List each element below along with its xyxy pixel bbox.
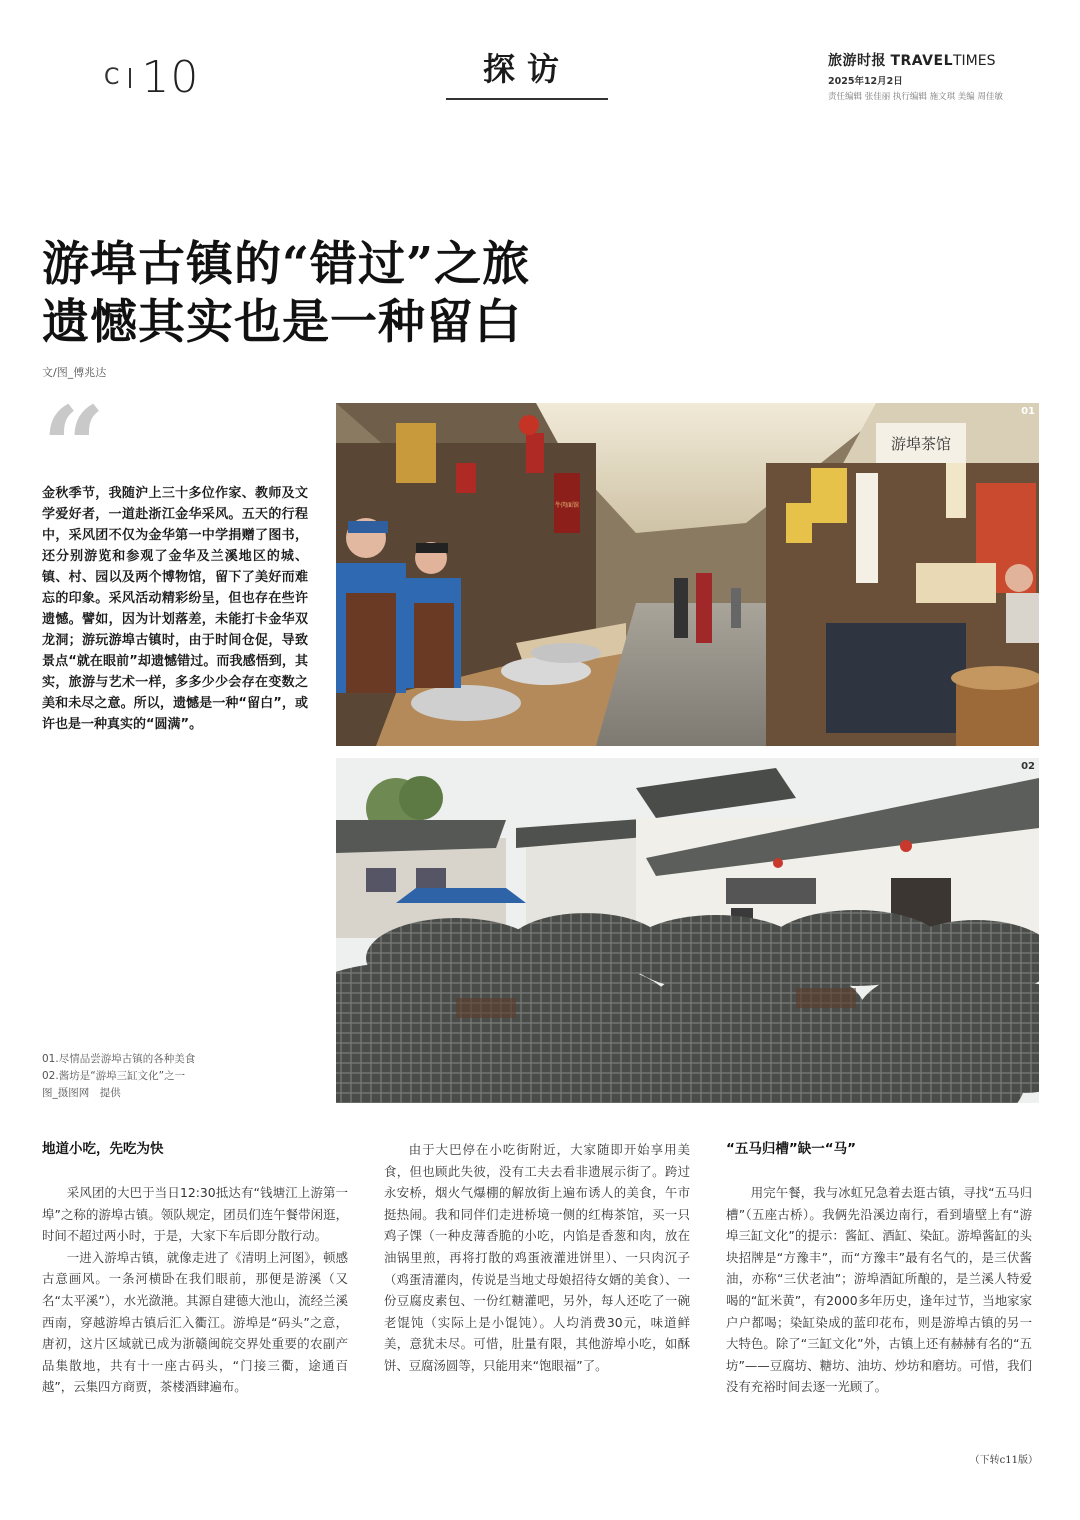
caption-2: 02.酱坊是“游埠三缸文化”之一: [42, 1070, 186, 1082]
photo-sauce-jars: [336, 758, 1039, 1103]
intro-paragraph: 金秋季节，我随沪上三十多位作家、教师及文学爱好者，一道赴浙江金华采风。五天的行程中，采风团不仅为金华第一中学捐赠了图书，还分别游览和参观了金华及兰溪地区的城、镇、村、园以及两个博物馆，留下了美好而难忘的印象。采风活动精彩纷呈，但也存在些许遗憾。譬如，因为计划落差，未能打卡金华双龙洞；游玩游埠古镇时，由于时间仓促，导致景点“就在眼前”却遗憾错过。而我感悟到，其实，旅游与艺术一样，多多少少会存在变数之美和未尽之意。所以，遗憾是一种“留白”，或许也是一种真实的“圆满”。: [42, 486, 308, 732]
sign-teahouse: 游埠茶馆: [890, 435, 952, 453]
section-title: 探访: [482, 50, 571, 88]
caption-1: 01.尽情品尝游埠古镇的各种美食: [42, 1053, 196, 1065]
body-column-2: [384, 1139, 690, 1377]
col2-paragraph-1: 由于大巴停在小吃街附近，大家随即开始享用美食，但也顾此失彼，没有工夫去看非遗展示街了。跨过永安桥，烟火气爆棚的解放街上遍布诱人的美食，午市挺热闹。我和同伴们走进桥境一侧的红梅茶馆，买一只鸡子馃（一种皮薄香脆的小吃，内馅是香葱和肉，放在油锅里煎，再将打散的鸡蛋液灌进饼里）、一只肉沉子（鸡蛋清灌肉，传说是当地丈母娘招待女婿的美食）、一份豆腐皮素包、一份红糖灌吧，另外，每人还吃了一碗老馄饨（实际上是小馄饨）。人均消费30元，味道鲜美，意犹未尽。可惜，肚量有限，其他游埠小吃，如酥饼、豆腐汤圆等，只能用来“饱眼福”了。: [384, 1142, 690, 1373]
editors-credit: 责任编辑 张佳丽 执行编辑 施文琪 美编 周佳敏: [828, 92, 1004, 102]
col1-paragraph-2: 一进入游埠古镇，就像走进了《清明上河图》，顿感古意画风。一条河横卧在我们眼前，那便是游溪（又名“太平溪”），水光潋滟。其源自建德大池山，流经兰溪西南，穿越游埠古镇后汇入衢江。游埠是“码头”之意，唐初，这片区域就已成为浙赣闽皖交界处重要的农副产品集散地，共有十一座古码头，“门接三衢，途通百越”，云集四方商贾，茶楼酒肆遍布。: [42, 1249, 348, 1395]
col1-heading: 地道小吃，先吃为快: [42, 1141, 164, 1157]
photo2-number: 02: [1021, 761, 1035, 772]
sign-noodle: 牛肉面馆: [554, 502, 580, 509]
masthead-logo: [828, 50, 1048, 70]
photo-food-street: [336, 403, 1039, 746]
col3-heading: “五马归槽”缺一“马”: [726, 1141, 856, 1157]
section-code: C: [104, 65, 128, 90]
continued-note: （下转c11版）: [969, 1455, 1038, 1466]
masthead-cn: 旅游时报: [828, 53, 886, 69]
page-number-value: 10: [141, 52, 200, 103]
section-title-rule: [446, 98, 608, 100]
food-street-illustration: [336, 403, 1039, 746]
sauce-jars-illustration: [336, 758, 1039, 1103]
body-column-1: [42, 1138, 348, 1398]
masthead-en-light: TIMES: [953, 53, 996, 69]
col3-paragraph-1: 用完午餐，我与冰虹兄急着去逛古镇，寻找“五马归槽”（五座古桥）。我俩先沿溪边南行，看到墙壁上有“游埠三缸文化”的提示：酱缸、酒缸、染缸。游埠酱缸的头块招牌是“方豫丰”，而“方豫丰”最有名气的，是三伏酱油，亦称“三伏老油”；游埠酒缸所酿的，是兰溪人特爱喝的“缸米黄”，有2000多年历史，逢年过节，当地家家户户都喝；染缸染成的蓝印花布，则是游埠古镇的另一大特色。除了“三缸文化”外，古镇上还有赫赫有名的“五坊”——豆腐坊、糖坊、油坊、炒坊和磨坊。可惜，我们没有充裕时间去逐一光顾了。: [726, 1185, 1032, 1395]
photo-captions: [42, 1051, 282, 1102]
caption-credit: 图_摄图网 提供: [42, 1087, 121, 1099]
issue-date: 2025年12月2日: [828, 76, 903, 87]
article-headline: [42, 236, 682, 352]
headline-line-1: 游埠古镇的“错过”之旅: [42, 237, 531, 292]
masthead-en-bold: TRAVEL: [890, 53, 953, 69]
byline: 文/图_傅兆达: [42, 366, 107, 379]
masthead: [828, 50, 1048, 102]
page-number-divider: [129, 68, 131, 88]
body-column-3: [726, 1138, 1032, 1398]
headline-line-2: 遗憾其实也是一种留白: [42, 295, 522, 350]
quote-mark-icon: “: [42, 382, 106, 511]
page-number: [104, 52, 199, 103]
col1-paragraph-1: 采风团的大巴于当日12:30抵达有“钱塘江上游第一埠”之称的游埠古镇。领队规定，团员们连午餐带闲逛，时间不超过两小时，于是，大家下车后即分散行动。: [42, 1185, 348, 1244]
photo1-number: 01: [1021, 406, 1035, 417]
